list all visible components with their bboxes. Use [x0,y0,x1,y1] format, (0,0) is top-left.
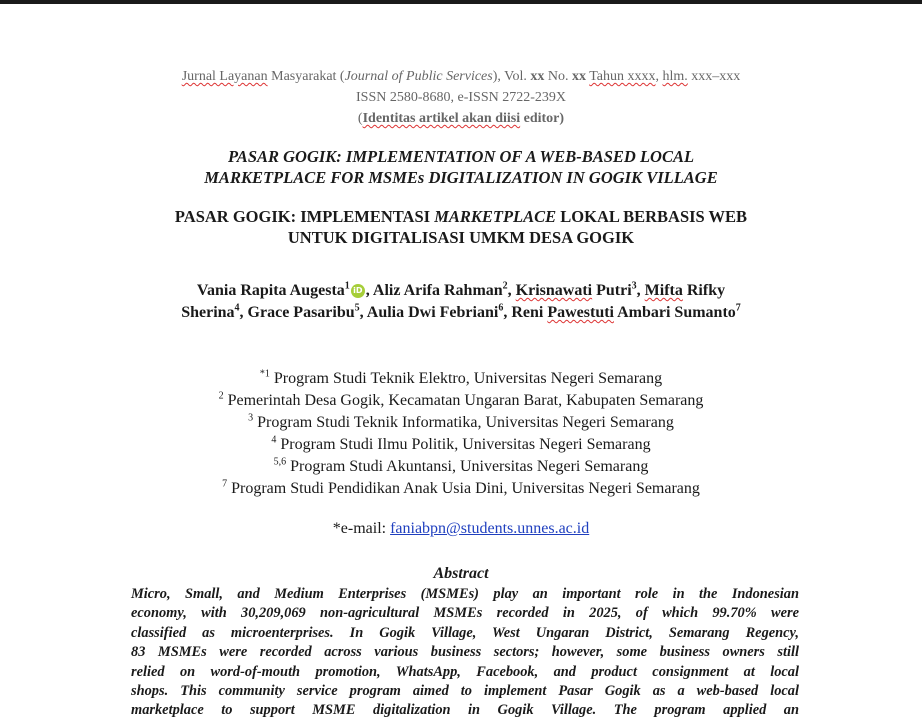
author-4-first: Mifta [644,282,683,299]
author-list [0,280,922,324]
document-page [0,4,922,723]
author-1: Vania Rapita Augesta [196,282,345,299]
affiliation-1: $^{*1}$ Program Studi Teknik Elektro, Universitas Negeri Semarang [259,368,663,387]
author-6: , Aulia Dwi Febriani [359,304,499,321]
journal-volume-label: ), Vol. [492,69,531,84]
year-placeholder: Tahun xxxx [589,69,656,84]
orcid-icon[interactable]: iD [351,284,365,298]
issn-line: ISSN 2580-8680, e-ISSN 2722-239X [356,90,566,105]
title-indonesian-line2: UNTUK DIGITALISASI UMKM DESA GOGIK [287,228,635,247]
title-english-line2: MARKETPLACE FOR MSMEs DIGITALIZATION IN GOGIK VILLAGE [204,168,718,187]
abstract-line: economy, with 30,209,069 non-agricultural MSMEs recorded in 2025, of which 99.70% were [131,605,799,622]
abstract-body [131,585,799,721]
identity-note: (Identitas artikel akan diisi editor) [357,111,565,126]
abstract-heading: Abstract [433,565,489,582]
journal-name-prefix: Jurnal Layanan [181,69,268,84]
author-4-mid: Rifky [682,282,726,299]
journal-name-english: Journal of Public Services [344,69,493,84]
identity-note-text: Identitas artikel akan diisi [362,111,521,126]
title-english-line1: PASAR GOGIK: IMPLEMENTATION OF A WEB-BASED LOCAL [227,147,695,166]
journal-name-mid: Masyarakat ( [267,69,345,84]
abstract-line: classified as microenterprises. In Gogik Village, West Ungaran District, Semarang Regency, [131,624,799,641]
abstract-line: relied on word-of-mouth promotion, WhatsApp, Facebook, and product consignment at local [131,663,799,680]
journal-header-line: Jurnal Layanan Masyarakat (Journal of Public Services), Vol. xx No. xx Tahun xxxx, hlm. xxx–xxx [181,69,741,84]
affiliation-2: $^2$ Pemerintah Desa Gogik, Kecamatan Ungaran Barat, Kabupaten Semarang [218,390,704,409]
affiliation-4: $^4$ Program Studi Ilmu Politik, Universitas Negeri Semarang [271,434,651,453]
author-7: Ambari Sumanto [613,304,736,321]
abstract-line: marketplace to support MSME digitalization in Gogik Village. The program applied an [131,702,799,719]
abstract-line: Micro, Small, and Medium Enterprises (MSMEs) play an important role in the Indonesian [131,586,799,602]
title-indonesian-line1: PASAR GOGIK: IMPLEMENTASI MARKETPLACE LOKAL BERBASIS WEB [174,207,748,226]
author-2: , Aliz Arifa Rahman [365,282,503,299]
affiliation-5: $^{5,6}$ Program Studi Akuntansi, Universitas Negeri Semarang [273,456,649,475]
author-3-last: Putri [592,282,632,299]
affiliation-3: $^3$ Program Studi Teknik Informatika, Universitas Negeri Semarang [248,412,674,431]
volume-placeholder: xx [530,69,545,84]
email-link[interactable]: faniabpn@students.unnes.ac.id [390,520,590,537]
title-english [0,146,922,188]
contact-email [0,520,922,538]
number-placeholder: xx [571,69,586,84]
author-4-last: Sherina [181,304,235,321]
author-5: , Grace Pasaribu [239,304,355,321]
author-7-middle: Pawestuti [547,304,614,321]
number-label: No. [544,69,572,84]
abstract-line: 83 MSMEs were recorded across various business sectors; however, some business owners still [131,644,799,661]
author-line2: Sherina$^4$, Grace Pasaribu$^5$, Aulia Dwi Febriani$^6$, Reni Pawestuti Ambari Sumanto$^7$ [181,302,741,321]
author-3-first: Krisnawati [515,282,593,299]
email-label: *e-mail: [332,520,391,537]
pages-label: hlm. [662,69,688,84]
title-indonesian [0,206,922,248]
pages-placeholder: xxx–xxx [687,69,741,84]
abstract-line: shops. This community service program aimed to implement Pasar Gogik as a web-based local [131,683,799,700]
affiliation-6: $^7$ Program Studi Pendidikan Anak Usia Dini, Universitas Negeri Semarang [222,478,700,497]
author-line1: Vania Rapita Augesta$^1$ iD , Aliz Arifa Rahman$^2$, Krisnawati Putri$^3$, Mifta Rifky [196,280,726,299]
